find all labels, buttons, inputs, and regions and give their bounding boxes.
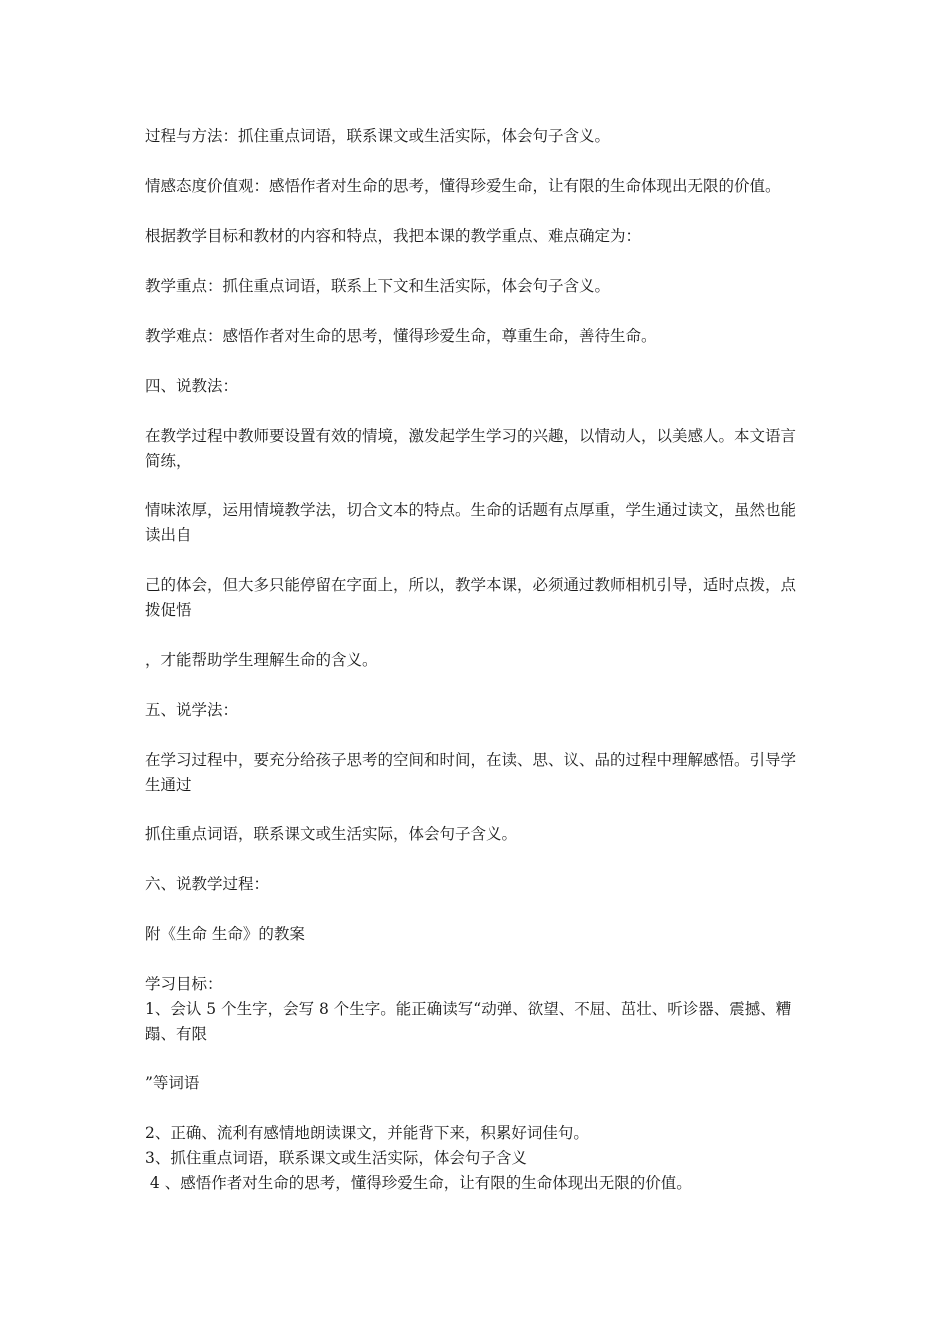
paragraph-lesson-plan-title: 附《生命 生命》的教案 bbox=[145, 925, 305, 943]
objective-item-4: 4 、感悟作者对生命的思考，懂得珍爱生命，让有限的生命体现出无限的价值。 bbox=[145, 1174, 692, 1192]
paragraph-learning-objectives-heading: 学习目标： bbox=[145, 975, 223, 993]
paragraph-teaching-method-1: 在教学过程中教师要设置有效的情境，激发起学生学习的兴趣，以情动人，以美感人。本文语言简练， bbox=[145, 427, 797, 470]
paragraph-process-method: 过程与方法：抓住重点词语，联系课文或生活实际，体会句子含义。 bbox=[145, 127, 611, 145]
paragraph-emotion-values: 情感态度价值观：感悟作者对生命的思考，懂得珍爱生命，让有限的生命体现出无限的价值。 bbox=[145, 177, 781, 195]
objective-item-2: 2、正确、流利有感情地朗读课文，并能背下来，积累好词佳句。 bbox=[145, 1124, 589, 1142]
paragraph-teaching-difficulty: 教学难点：感悟作者对生命的思考，懂得珍爱生命，尊重生命，善待生命。 bbox=[145, 327, 657, 345]
paragraph-learning-method-2: 抓住重点词语，联系课文或生活实际，体会句子含义。 bbox=[145, 825, 518, 843]
section-heading-learning-method: 五、说学法： bbox=[145, 701, 239, 719]
section-heading-teaching-method: 四、说教法： bbox=[145, 377, 239, 395]
paragraph-teaching-focus: 教学重点：抓住重点词语，联系上下文和生活实际，体会句子含义。 bbox=[145, 277, 611, 295]
objective-item-1: 1、会认 5 个生字，会写 8 个生字。能正确读写“动弹、欲望、不屈、茁壮、听诊器、震撼、糟蹋、有限 bbox=[145, 1000, 792, 1043]
section-heading-teaching-process: 六、说教学过程： bbox=[145, 875, 270, 893]
objective-item-1-continued: ”等词语 bbox=[145, 1074, 200, 1092]
paragraph-teaching-method-2: 情味浓厚，运用情境教学法，切合文本的特点。生命的话题有点厚重，学生通过读文，虽然也能读出自 bbox=[145, 501, 797, 544]
paragraph-learning-method-1: 在学习过程中，要充分给孩子思考的空间和时间，在读、思、议、品的过程中理解感悟。引导学生通过 bbox=[145, 751, 797, 794]
paragraph-goal-basis: 根据教学目标和教材的内容和特点，我把本课的教学重点、难点确定为： bbox=[145, 227, 642, 245]
objective-item-3: 3、抓住重点词语，联系课文或生活实际，体会句子含义 bbox=[145, 1149, 527, 1167]
paragraph-teaching-method-3: 己的体会，但大多只能停留在字面上，所以，教学本课，必须通过教师相机引导，适时点拨，点拨促悟 bbox=[145, 576, 797, 619]
paragraph-teaching-method-4: ，才能帮助学生理解生命的含义。 bbox=[145, 651, 378, 669]
